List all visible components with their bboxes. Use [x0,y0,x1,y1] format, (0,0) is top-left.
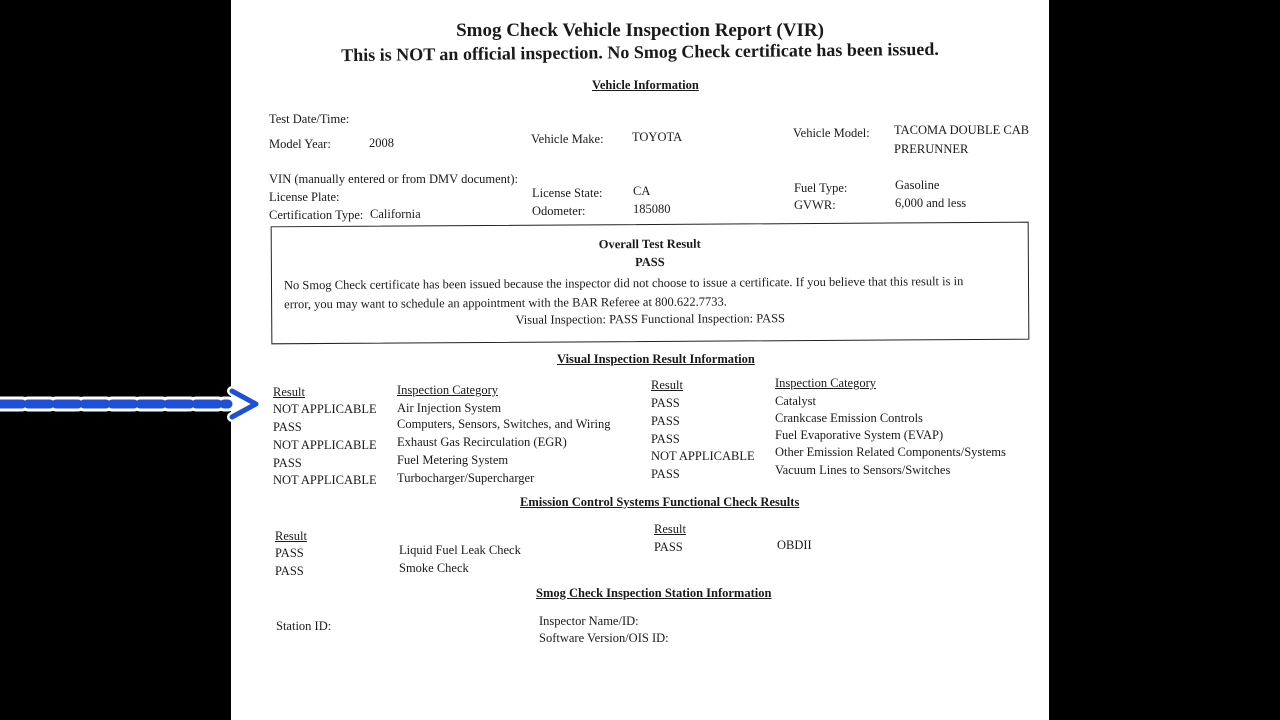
overall-result-box [271,222,1030,345]
functional-result: PASS [275,546,304,560]
fuel-type-value: Gasoline [895,178,940,192]
model-label: Vehicle Model: [793,126,870,140]
visual-result: NOT APPLICABLE [651,449,755,463]
model-value-line1: TACOMA DOUBLE CAB [894,123,1030,137]
overall-result-value: PASS [635,254,665,270]
dashed-arrow-icon [0,386,262,422]
report-title: Smog Check Vehicle Inspection Report (VIR) [456,20,824,41]
visual-result: NOT APPLICABLE [273,473,377,487]
functional-check: Smoke Check [399,561,469,575]
overall-result-summary: Visual Inspection: PASS Functional Inspection: PASS [515,311,786,327]
visual-category: Fuel Metering System [397,453,509,467]
visual-result: PASS [273,456,302,470]
fuel-type-label: Fuel Type: [794,181,848,195]
visual-left-result-header: Result [273,385,305,399]
section-vehicle-info: Vehicle Information [592,78,699,92]
visual-result: PASS [651,432,680,446]
cert-type-value: California [370,207,421,221]
make-value: TOYOTA [632,130,683,144]
visual-category: Turbocharger/Supercharger [397,471,535,485]
overall-result-note-line2: error, you may want to schedule an appointment with the BAR Referee at 800.622.7733. [284,294,727,312]
functional-result: PASS [654,540,683,554]
odometer-label: Odometer: [532,204,586,218]
report-subtitle: This is NOT an official inspection. No Smog Check certificate has been issued. [341,38,939,66]
functional-left-result-header: Result [275,529,307,543]
visual-right-result-header: Result [651,378,683,392]
functional-check: OBDII [777,538,812,552]
visual-result: NOT APPLICABLE [273,438,377,452]
license-state-label: License State: [532,186,603,200]
station-id-label: Station ID: [276,619,332,633]
visual-result: PASS [273,420,302,434]
report-page [231,0,1049,720]
visual-category: Air Injection System [397,401,502,415]
section-visual-inspection: Visual Inspection Result Information [557,352,755,366]
gvwr-label: GVWR: [794,198,836,212]
cert-type-label: Certification Type: [269,208,364,222]
visual-category: Exhaust Gas Recirculation (EGR) [397,435,567,449]
visual-result: PASS [651,414,680,428]
section-station-info: Smog Check Inspection Station Information [536,586,772,600]
visual-right-category-header: Inspection Category [775,376,877,390]
inspector-label: Inspector Name/ID: [539,614,639,628]
visual-result: NOT APPLICABLE [273,402,377,416]
visual-result: PASS [651,467,680,481]
vin-label: VIN (manually entered or from DMV document): [269,172,519,186]
license-plate-label: License Plate: [269,190,340,204]
visual-category: Computers, Sensors, Switches, and Wiring [397,417,611,431]
model-value-line2: PRERUNNER [894,142,969,156]
test-date-label: Test Date/Time: [269,112,350,126]
overall-result-heading: Overall Test Result [598,236,701,252]
visual-category: Other Emission Related Components/Systems [775,445,1006,459]
model-year-value: 2008 [369,136,394,150]
visual-category: Fuel Evaporative System (EVAP) [775,428,944,442]
visual-category: Crankcase Emission Controls [775,411,923,425]
overall-result-note-line1: No Smog Check certificate has been issued because the inspector did not choose to issue a certificate. If you believe that this result is in [283,274,964,293]
functional-result: PASS [275,564,304,578]
software-version-label: Software Version/OIS ID: [539,631,669,645]
license-state-value: CA [633,184,651,198]
make-label: Vehicle Make: [531,132,604,146]
visual-result: PASS [651,396,680,410]
functional-right-result-header: Result [654,522,686,536]
functional-check: Liquid Fuel Leak Check [399,543,521,557]
model-year-label: Model Year: [269,137,331,151]
visual-category: Catalyst [775,394,816,408]
section-functional-checks: Emission Control Systems Functional Check Results [520,495,800,509]
gvwr-value: 6,000 and less [895,196,967,210]
odometer-value: 185080 [633,202,671,216]
visual-left-category-header: Inspection Category [397,383,499,397]
visual-category: Vacuum Lines to Sensors/Switches [775,463,951,477]
